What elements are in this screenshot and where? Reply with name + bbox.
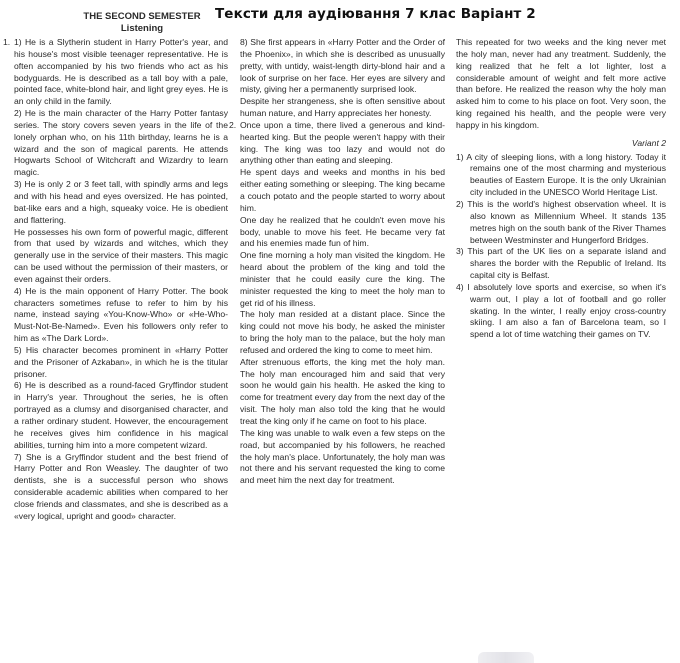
column-middle <box>229 37 445 487</box>
paragraph: One day he realized that he couldn't even move his body, unable to move his feet. He became very fat and his enemies made fun of him. <box>240 214 445 249</box>
paragraph: This repeated for two weeks and the king never met the holy man, never had any treatment. Suddenly, the king realized that he felt a lot lighter, lost a considerable amount of weight and felt more active than before. He realized the reason why the holy man asked him to come to his place on foot. Very soon, the king regained his health, and the people were very happy in his kingdom. <box>456 37 666 130</box>
page-header <box>72 11 212 35</box>
variant-label: Variant 2 <box>631 137 666 148</box>
column-right <box>456 37 666 341</box>
semester-heading: THE SECOND SEMESTER <box>83 11 201 22</box>
paragraph: One fine morning a holy man visited the kingdom. He heard about the problem of the king and told the minister that he could easily cure the king. The minister requested the king to meet the holy man to get rid of his illness. <box>240 250 445 308</box>
paragraph: 4) He is the main opponent of Harry Potter. The book characters sometimes refuse to refer to him by his name, instead saying «You-Know-Who» or «He-Who-Must-Not-Be-Named». Even his followers only refer to him as «The Dark Lord». <box>14 285 228 344</box>
paragraph: He possesses his own form of powerful magic, different from that used by wizards and witches, which they generally use in the service of their masters. This magic can be used without the permission of their masters, or even against their orders. <box>14 226 228 284</box>
paragraph: Once upon a time, there lived a generous and kind-hearted king. But the people weren't happy with their king. The king was too lazy and would not do anything other than eating and sleeping. <box>240 119 445 166</box>
section-heading: Listening <box>120 23 164 34</box>
column-left <box>3 37 228 523</box>
document-title: Тексти для аудіювання 7 клас Варіант 2 <box>215 6 536 22</box>
paragraph: The king was unable to walk even a few steps on the road, but accompanied by his followers, he reached the holy man's place. Unfortunately, the holy man was not there and his servant requested the king to come and meet him the next day for treatment. <box>240 427 445 486</box>
paragraph: 8) She first appears in «Harry Potter and the Order of the Phoenix», in which she is described as unusually pretty, with untidy, waist-length dirty-blond hair and a look of surprise on her face. Her eyes are silvery and misty, giving her a permanently surprised look. <box>240 37 445 95</box>
list-item: 1) A city of sleeping lions, with a long history. Today it remains one of the most charming and mysterious beauties of Eastern Europe. It is the only Ukrainian city included in the UNESCO World Heritage List. <box>456 151 666 198</box>
paragraph: After strenuous efforts, the king met the holy man. The holy man encouraged him and said that very soon he would gain his health. He asked the king to come for treatment every day from the next day of the visit. The holy man also told the king that he would treat the king only if he came on foot to his place. <box>240 356 445 426</box>
list-item: 3) This part of the UK lies on a separate island and shares the border with the Republic of Ireland. Its capital city is Belfast. <box>456 246 666 281</box>
paragraph: 3) He is only 2 or 3 feet tall, with spindly arms and legs and with his head and eyes oversized. He has pointed, bat-like ears and a high, squeaky voice. He is obedient and flattering. <box>14 179 228 225</box>
paragraph: 2) He is the main character of the Harry Potter fantasy series. The story covers seven years in the life of the lonely orphan who, on his 11th birthday, learns he is a wizard and the son of magical parents. He attends Hogwarts School of Witchcraft and Wizardry to learn magic. <box>14 108 228 178</box>
list-item: 4) I absolutely love sports and exercise, so when it's warm out, I play a lot of football and go roller skating. In the winter, I really enjoy cross-country skiing. I am also a fan of Barcelona team, so I spend a lot of time watching their games on TV. <box>456 281 666 340</box>
list-item: 2) This is the world's highest observation wheel. It is also known as Millennium Wheel. It stands 135 metres high on the south bank of the River Thames between Westminster and Hungerford Bridges. <box>456 198 666 245</box>
paragraph: 5) His character becomes prominent in «Harry Potter and the Prisoner of Azkaban», in which he is the titular prisoner. <box>14 344 228 379</box>
paragraph: 6) He is described as a round-faced Gryffindor student in Harry's year. Throughout the series, he is often portrayed as a clumsy and disorganised character, and a rather ordinary student. However, the encouragement he receives gives him confidence in his magical abilities, turning him into a more competent wizard. <box>14 380 228 450</box>
paragraph: 1) He is a Slytherin student in Harry Potter's year, and his house's most visible teenager representative. He is often accompanied by his two friends who act as his bodyguards. He is described as a tall boy with a pale, pointed face, white-blond hair, and light grey eyes. He is an only child in the family. <box>14 37 228 107</box>
paragraph: The holy man resided at a distant place. Since the king could not move his body, he asked the minister to bring the holy man to the palace, but the holy man refused and ordered the king to come to meet him. <box>240 309 445 355</box>
page-edge-shadow <box>478 652 534 663</box>
paragraph: 7) She is a Gryffindor student and the best friend of Harry Potter and Ron Weasley. The daughter of two dentists, she is a successful person who shows considerable academic abilities when compared to her close friends and classmates, and she is described as a «very logical, upright and good» character. <box>14 451 228 521</box>
paragraph: He spent days and weeks and months in his bed either eating something or sleeping. The king became a couch potato and the people started to worry about him. <box>240 167 445 213</box>
paragraph: Despite her strangeness, she is often sensitive about human nature, and Harry appreciates her honesty. <box>240 96 445 119</box>
task-number-1: 1. <box>3 37 11 47</box>
task-number-2: 2. <box>229 119 237 130</box>
